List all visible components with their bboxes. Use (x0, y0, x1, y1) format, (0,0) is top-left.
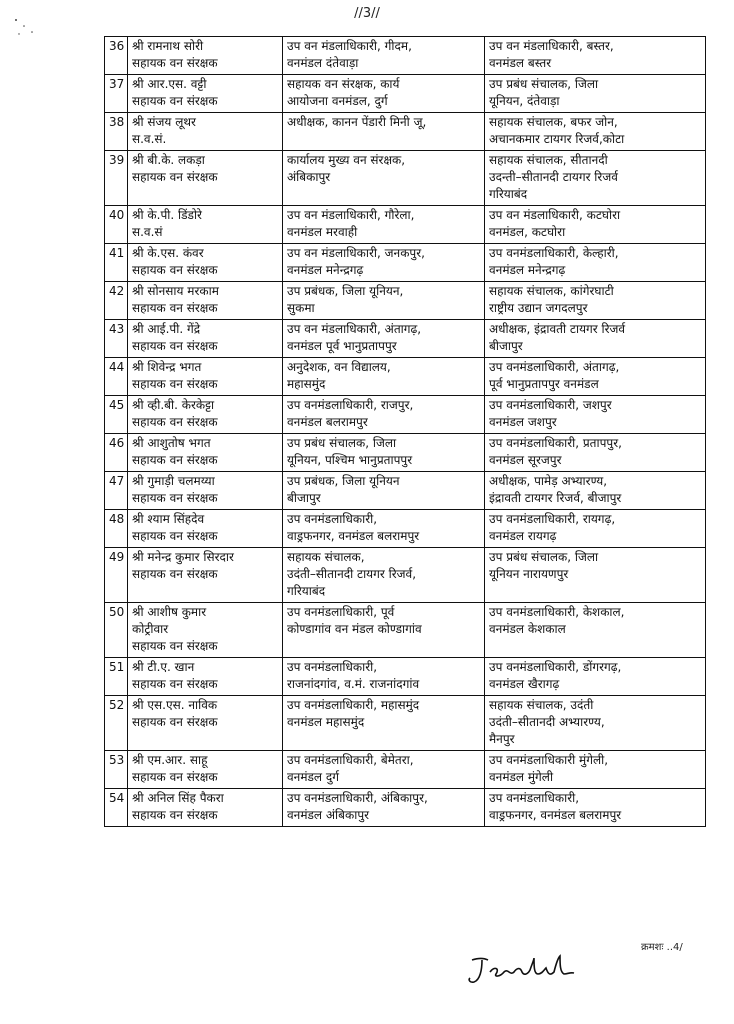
cell-line: श्री बी.के. लकड़ा (132, 153, 205, 167)
cell-line: श्री व्ही.बी. केरकेट्टा (132, 398, 215, 412)
officer-name-cell (128, 113, 283, 151)
table-row (105, 751, 706, 789)
cell-line: कोण्डागांव वन मंडल कोण्डागांव (287, 622, 422, 636)
cell-line: सहायक वन संरक्षक (132, 567, 218, 581)
new-posting-cell (485, 603, 706, 658)
cell-line: वनमंडल मनेन्द्रगढ़ (287, 263, 364, 277)
cell-line: स.व.सं (132, 225, 163, 239)
table-row (105, 603, 706, 658)
cell-line: सहायक वन संरक्षक (132, 677, 218, 691)
cell-line: सहायक वन संरक्षक (132, 339, 218, 353)
cell-line: सहायक संचालक, कांगेरघाटी (489, 284, 614, 298)
cell-line: उप वनमंडलाधिकारी, अंतागढ़, (489, 360, 620, 374)
cell-line: उप वन मंडलाधिकारी, बस्तर, (489, 39, 614, 53)
new-posting-cell (485, 151, 706, 206)
officer-name-cell (128, 244, 283, 282)
cell-line: श्री सोनसाय मरकाम (132, 284, 219, 298)
cell-line: राजनांदगांव, व.मं. राजनांदगांव (287, 677, 420, 691)
cell-line: उप वनमंडलाधिकारी, महासमुंद (287, 698, 420, 712)
cell-line: बीजापुर (287, 491, 321, 505)
current-posting-cell (283, 603, 485, 658)
cell-line: उदंती–सीतानदी अभ्यारण्य, (489, 715, 605, 729)
cell-line: सहायक वन संरक्षक (132, 453, 218, 467)
table-row (105, 472, 706, 510)
officer-name-cell (128, 282, 283, 320)
officer-name-cell (128, 358, 283, 396)
current-posting-cell (283, 113, 485, 151)
cell-line: सहायक वन संरक्षक (132, 263, 218, 277)
cell-line: उप वनमंडलाधिकारी, राजपुर, (287, 398, 414, 412)
cell-line: वनमंडल जशपुर (489, 415, 557, 429)
serial-number-cell: 51 (105, 658, 128, 696)
new-posting-cell (485, 548, 706, 603)
cell-line: स.व.सं. (132, 132, 167, 146)
cell-line: उप वनमंडलाधिकारी, प्रतापपुर, (489, 436, 622, 450)
table-row (105, 396, 706, 434)
cell-line: अंबिकापुर (287, 170, 331, 184)
serial-number-cell: 47 (105, 472, 128, 510)
officer-name-cell (128, 434, 283, 472)
cell-line: उप वनमंडलाधिकारी, जशपुर (489, 398, 612, 412)
cell-line: वनमंडल मरवाही (287, 225, 358, 239)
cell-line: सहायक वन संरक्षक (132, 377, 218, 391)
table-row (105, 320, 706, 358)
cell-line: उप वनमंडलाधिकारी, रायगढ़, (489, 512, 616, 526)
cell-line: सहायक वन संरक्षक (132, 301, 218, 315)
serial-number-cell: 50 (105, 603, 128, 658)
cell-line: श्री एम.आर. साहू (132, 753, 208, 767)
current-posting-cell (283, 789, 485, 827)
new-posting-cell (485, 472, 706, 510)
cell-line: उप वन मंडलाधिकारी, जनकपुर, (287, 246, 425, 260)
cell-line: बीजापुर (489, 339, 523, 353)
serial-number-cell: 53 (105, 751, 128, 789)
cell-line: सहायक वन संरक्षक (132, 529, 218, 543)
new-posting-cell (485, 789, 706, 827)
cell-line: श्री आई.पी. गेंद्रे (132, 322, 201, 336)
signature (464, 950, 584, 990)
serial-number-cell: 46 (105, 434, 128, 472)
cell-line: मैनपुर (489, 732, 515, 746)
cell-line: श्री टी.ए. खान (132, 660, 195, 674)
serial-number-cell: 36 (105, 37, 128, 75)
cell-line: वनमंडल मुंगेली (489, 770, 554, 784)
cell-line: सहायक वन संरक्षक (132, 770, 218, 784)
cell-line: उप वनमंडलाधिकारी मुंगेली, (489, 753, 609, 767)
officer-name-cell (128, 396, 283, 434)
cell-line: सहायक वन संरक्षक, कार्य (287, 77, 400, 91)
cell-line: सहायक संचालक, बफर जोन, (489, 115, 618, 129)
cell-line: उप वनमंडलाधिकारी, (489, 791, 580, 805)
cell-line: उप प्रबंध संचालक, जिला (489, 550, 599, 564)
cell-line: सुकमा (287, 301, 315, 315)
new-posting-cell (485, 282, 706, 320)
officer-name-cell (128, 206, 283, 244)
cell-line: वनमंडल बस्तर (489, 56, 552, 70)
new-posting-cell (485, 658, 706, 696)
cell-line: वनमंडल रायगढ़ (489, 529, 557, 543)
serial-number-cell: 40 (105, 206, 128, 244)
table-row (105, 113, 706, 151)
table-row (105, 151, 706, 206)
officer-name-cell (128, 548, 283, 603)
cell-line: उप वनमंडलाधिकारी, केल्हारी, (489, 246, 619, 260)
new-posting-cell (485, 434, 706, 472)
cell-line: कोट्रीवार (132, 622, 169, 636)
cell-line: अधीक्षक, इंद्रावती टायगर रिजर्व (489, 322, 626, 336)
new-posting-cell (485, 396, 706, 434)
new-posting-cell (485, 320, 706, 358)
serial-number-cell: 38 (105, 113, 128, 151)
serial-number-cell: 45 (105, 396, 128, 434)
cell-line: सहायक वन संरक्षक (132, 56, 218, 70)
cell-line: अचानकमार टायगर रिजर्व,कोटा (489, 132, 625, 146)
officer-name-cell (128, 696, 283, 751)
cell-line: सहायक संचालक, (287, 550, 365, 564)
new-posting-cell (485, 696, 706, 751)
new-posting-cell (485, 37, 706, 75)
cell-line: श्री एस.एस. नाविक (132, 698, 218, 712)
cell-line: आयोजना वनमंडल, दुर्ग (287, 94, 388, 108)
cell-line: सहायक वन संरक्षक (132, 639, 218, 653)
cell-line: श्री आशुतोष भगत (132, 436, 211, 450)
serial-number-cell: 42 (105, 282, 128, 320)
new-posting-cell (485, 113, 706, 151)
cell-line: गरियाबंद (287, 584, 326, 598)
cell-line: वनमंडल बलरामपुर (287, 415, 368, 429)
cell-line: वनमंडल खैरागढ़ (489, 677, 560, 691)
cell-line: श्री संजय लूथर (132, 115, 196, 129)
cell-line: वनमंडल महासमुंद (287, 715, 365, 729)
cell-line: वनमंडल मनेन्द्रगढ़ (489, 263, 566, 277)
cell-line: उदन्ती–सीतानदी टायगर रिजर्व (489, 170, 618, 184)
new-posting-cell (485, 510, 706, 548)
cell-line: श्री रामनाथ सोरी (132, 39, 204, 53)
cell-line: यूनियन नारायणपुर (489, 567, 569, 581)
table-row (105, 244, 706, 282)
table-row (105, 789, 706, 827)
current-posting-cell (283, 751, 485, 789)
serial-number-cell: 52 (105, 696, 128, 751)
officer-name-cell (128, 472, 283, 510)
cell-line: सहायक संचालक, सीतानदी (489, 153, 608, 167)
cell-line: श्री के.पी. डिंडोरे (132, 208, 202, 222)
current-posting-cell (283, 696, 485, 751)
cell-line: सहायक वन संरक्षक (132, 491, 218, 505)
current-posting-cell (283, 472, 485, 510)
cell-line: सहायक संचालक, उदंती (489, 698, 594, 712)
cell-line: श्री आशीष कुमार (132, 605, 207, 619)
cell-line: वनमंडल दुर्ग (287, 770, 340, 784)
cell-line: पूर्व भानुप्रतापपुर वनमंडल (489, 377, 599, 391)
cell-line: उप प्रबंधक, जिला यूनियन (287, 474, 400, 488)
cell-line: वनमंडल, कटघोरा (489, 225, 566, 239)
cell-line: वनमंडल सूरजपुर (489, 453, 562, 467)
cell-line: अधीक्षक, कानन पेंडारी मिनी जू, (287, 115, 427, 129)
serial-number-cell: 41 (105, 244, 128, 282)
officer-name-cell (128, 37, 283, 75)
current-posting-cell (283, 282, 485, 320)
new-posting-cell (485, 206, 706, 244)
table-row (105, 658, 706, 696)
cell-line: यूनियन, पश्चिम भानुप्रतापपुर (287, 453, 413, 467)
cell-line: उप वन मंडलाधिकारी, कटघोरा (489, 208, 621, 222)
officer-name-cell (128, 658, 283, 696)
cell-line: सहायक वन संरक्षक (132, 415, 218, 429)
serial-number-cell: 48 (105, 510, 128, 548)
serial-number-cell: 39 (105, 151, 128, 206)
page-number: //3// (354, 6, 380, 21)
current-posting-cell (283, 320, 485, 358)
cell-line: वनमंडल केशकाल (489, 622, 566, 636)
transfer-table (104, 36, 706, 827)
current-posting-cell (283, 37, 485, 75)
new-posting-cell (485, 75, 706, 113)
new-posting-cell (485, 244, 706, 282)
cell-line: श्री के.एस. कंवर (132, 246, 204, 260)
current-posting-cell (283, 151, 485, 206)
serial-number-cell: 37 (105, 75, 128, 113)
new-posting-cell (485, 358, 706, 396)
current-posting-cell (283, 434, 485, 472)
officer-name-cell (128, 151, 283, 206)
cell-line: वनमंडल पूर्व भानुप्रतापपुर (287, 339, 397, 353)
current-posting-cell (283, 75, 485, 113)
cell-line: उप वन मंडलाधिकारी, गीदम, (287, 39, 412, 53)
cell-line: सहायक वन संरक्षक (132, 94, 218, 108)
officer-name-cell (128, 751, 283, 789)
current-posting-cell (283, 244, 485, 282)
cell-line: यूनियन, दंतेवाड़ा (489, 94, 560, 108)
cell-line: सहायक वन संरक्षक (132, 715, 218, 729)
current-posting-cell (283, 658, 485, 696)
serial-number-cell: 54 (105, 789, 128, 827)
cell-line: कार्यालय मुख्य वन संरक्षक, (287, 153, 406, 167)
table-row (105, 696, 706, 751)
cell-line: श्री अनिल सिंह पैकरा (132, 791, 224, 805)
cell-line: उप वनमंडलाधिकारी, (287, 512, 378, 526)
scan-speck-marks (10, 14, 50, 54)
transfer-table-body (105, 37, 706, 827)
cell-line: सहायक वन संरक्षक (132, 808, 218, 822)
cell-line: उदंती–सीतानदी टायगर रिजर्व, (287, 567, 417, 581)
current-posting-cell (283, 358, 485, 396)
serial-number-cell: 44 (105, 358, 128, 396)
table-row (105, 548, 706, 603)
table-row (105, 37, 706, 75)
cell-line: उप वनमंडलाधिकारी, केशकाल, (489, 605, 625, 619)
cell-line: उप वनमंडलाधिकारी, बेमेतरा, (287, 753, 414, 767)
cell-line: वनमंडल अंबिकापुर (287, 808, 370, 822)
new-posting-cell (485, 751, 706, 789)
cell-line: श्री श्याम सिंहदेव (132, 512, 205, 526)
cell-line: उप वनमंडलाधिकारी, पूर्व (287, 605, 395, 619)
officer-name-cell (128, 603, 283, 658)
officer-name-cell (128, 510, 283, 548)
officer-name-cell (128, 789, 283, 827)
table-row (105, 282, 706, 320)
current-posting-cell (283, 396, 485, 434)
serial-number-cell: 49 (105, 548, 128, 603)
table-row (105, 206, 706, 244)
table-row (105, 510, 706, 548)
table-row (105, 434, 706, 472)
cell-line: श्री मनेन्द्र कुमार सिरदार (132, 550, 234, 564)
current-posting-cell (283, 548, 485, 603)
cell-line: श्री गुमाड़ी चलमय्या (132, 474, 215, 488)
table-row (105, 75, 706, 113)
cell-line: उप प्रबंध संचालक, जिला (489, 77, 599, 91)
cell-line: महासमुंद (287, 377, 326, 391)
table-row (105, 358, 706, 396)
officer-name-cell (128, 320, 283, 358)
cell-line: वाड्रफनगर, वनमंडल बलरामपुर (287, 529, 420, 543)
cell-line: उप प्रबंध संचालक, जिला (287, 436, 397, 450)
officer-name-cell (128, 75, 283, 113)
serial-number-cell: 43 (105, 320, 128, 358)
continued-note: क्रमशः ..4/ (641, 942, 683, 953)
cell-line: अधीक्षक, पामेड़ अभ्यारण्य, (489, 474, 608, 488)
cell-line: उप वन मंडलाधिकारी, अंतागढ़, (287, 322, 422, 336)
cell-line: राष्ट्रीय उद्यान जगदलपुर (489, 301, 588, 315)
cell-line: उप वन मंडलाधिकारी, गौरेला, (287, 208, 415, 222)
cell-line: सहायक वन संरक्षक (132, 170, 218, 184)
cell-line: अनुदेशक, वन विद्यालय, (287, 360, 391, 374)
cell-line: उप वनमंडलाधिकारी, डोंगरगढ़, (489, 660, 622, 674)
cell-line: श्री आर.एस. वट्टी (132, 77, 207, 91)
cell-line: इंद्रावती टायगर रिजर्व, बीजापुर (489, 491, 622, 505)
cell-line: वाड्रफनगर, वनमंडल बलरामपुर (489, 808, 622, 822)
current-posting-cell (283, 510, 485, 548)
cell-line: गरियाबंद (489, 187, 528, 201)
cell-line: उप प्रबंधक, जिला यूनियन, (287, 284, 404, 298)
cell-line: उप वनमंडलाधिकारी, (287, 660, 378, 674)
cell-line: श्री शिवेन्द्र भगत (132, 360, 202, 374)
cell-line: उप वनमंडलाधिकारी, अंबिकापुर, (287, 791, 428, 805)
cell-line: वनमंडल दंतेवाड़ा (287, 56, 359, 70)
current-posting-cell (283, 206, 485, 244)
